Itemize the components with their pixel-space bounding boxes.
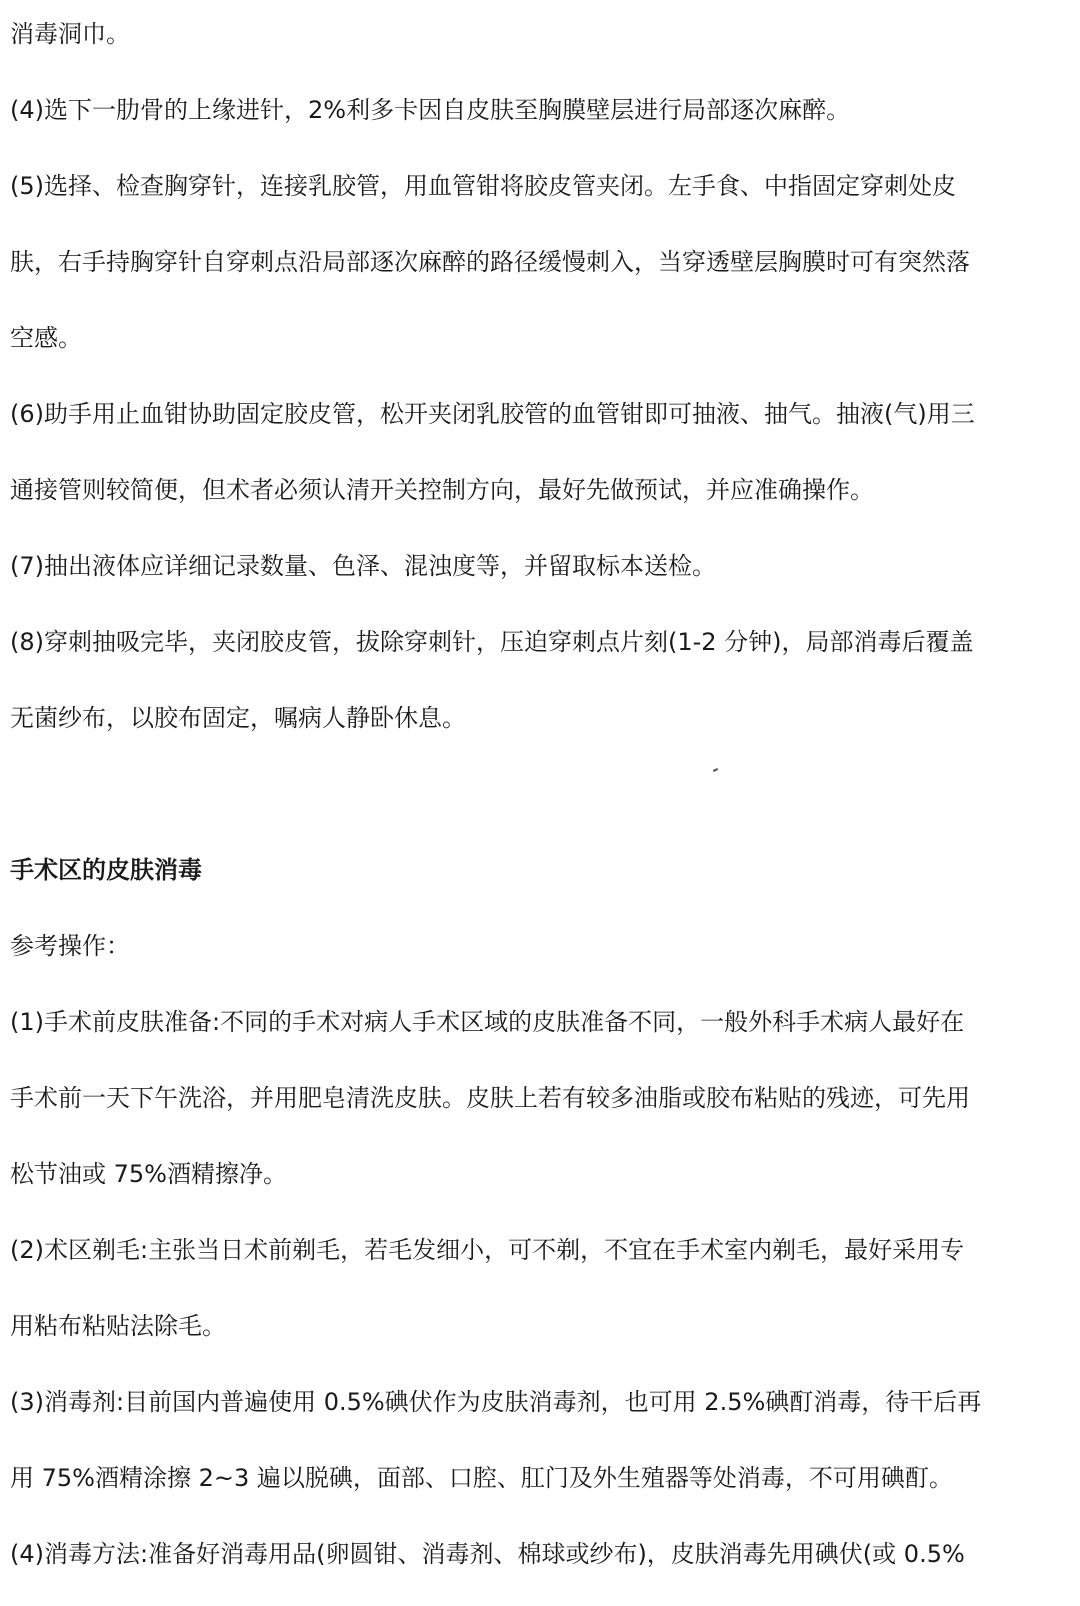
text-line: 无菌纱布，以胶布固定，嘱病人静卧休息。 <box>10 704 466 732</box>
text-line: (6)助手用止血钳协助固定胶皮管，松开夹闭乳胶管的血管钳即可抽液、抽气。抽液(气)用三 <box>10 400 975 428</box>
text-line: (7)抽出液体应详细记录数量、色泽、混浊度等，并留取标本送检。 <box>10 552 716 580</box>
text-line: 参考操作： <box>10 932 130 960</box>
stray-mark <box>713 768 718 772</box>
text-line: 用粘布粘贴法除毛。 <box>10 1312 226 1340</box>
text-line: (1)手术前皮肤准备:不同的手术对病人手术区域的皮肤准备不同，一般外科手术病人最好在 <box>10 1008 965 1036</box>
text-line: (4)选下一肋骨的上缘进针，2%利多卡因自皮肤至胸膜壁层进行局部逐次麻醉。 <box>10 96 851 124</box>
section-heading: 手术区的皮肤消毒 <box>10 856 202 884</box>
text-line: 肤，右手持胸穿针自穿刺点沿局部逐次麻醉的路径缓慢刺入，当穿透壁层胸膜时可有突然落 <box>10 248 970 276</box>
text-line: 用 75%酒精涂擦 2~3 遍以脱碘，面部、口腔、肛门及外生殖器等处消毒，不可用碘酊。 <box>10 1464 953 1492</box>
text-line: (5)选择、检查胸穿针，连接乳胶管，用血管钳将胶皮管夹闭。左手食、中指固定穿刺处皮 <box>10 172 956 200</box>
text-line: (3)消毒剂:目前国内普遍使用 0.5%碘伏作为皮肤消毒剂，也可用 2.5%碘酊消毒，待干后再 <box>10 1388 982 1416</box>
text-line: 手术前一天下午洗浴，并用肥皂清洗皮肤。皮肤上若有较多油脂或胶布粘贴的残迹，可先用 <box>10 1084 970 1112</box>
text-line: 通接管则较简便，但术者必须认清开关控制方向，最好先做预试，并应准确操作。 <box>10 476 874 504</box>
text-line: 空感。 <box>10 324 82 352</box>
text-line: (2)术区剃毛:主张当日术前剃毛，若毛发细小，可不剃，不宜在手术室内剃毛，最好采用专 <box>10 1236 965 1264</box>
text-line: 松节油或 75%酒精擦净。 <box>10 1160 287 1188</box>
text-line: 消毒洞巾。 <box>10 20 130 48</box>
text-line: (8)穿刺抽吸完毕，夹闭胶皮管，拔除穿刺针，压迫穿刺点片刻(1-2 分钟)，局部消毒后覆盖 <box>10 628 974 656</box>
text-line: (4)消毒方法:准备好消毒用品(卵圆钳、消毒剂、棉球或纱布)，皮肤消毒先用碘伏(或 0.5% <box>10 1540 965 1568</box>
